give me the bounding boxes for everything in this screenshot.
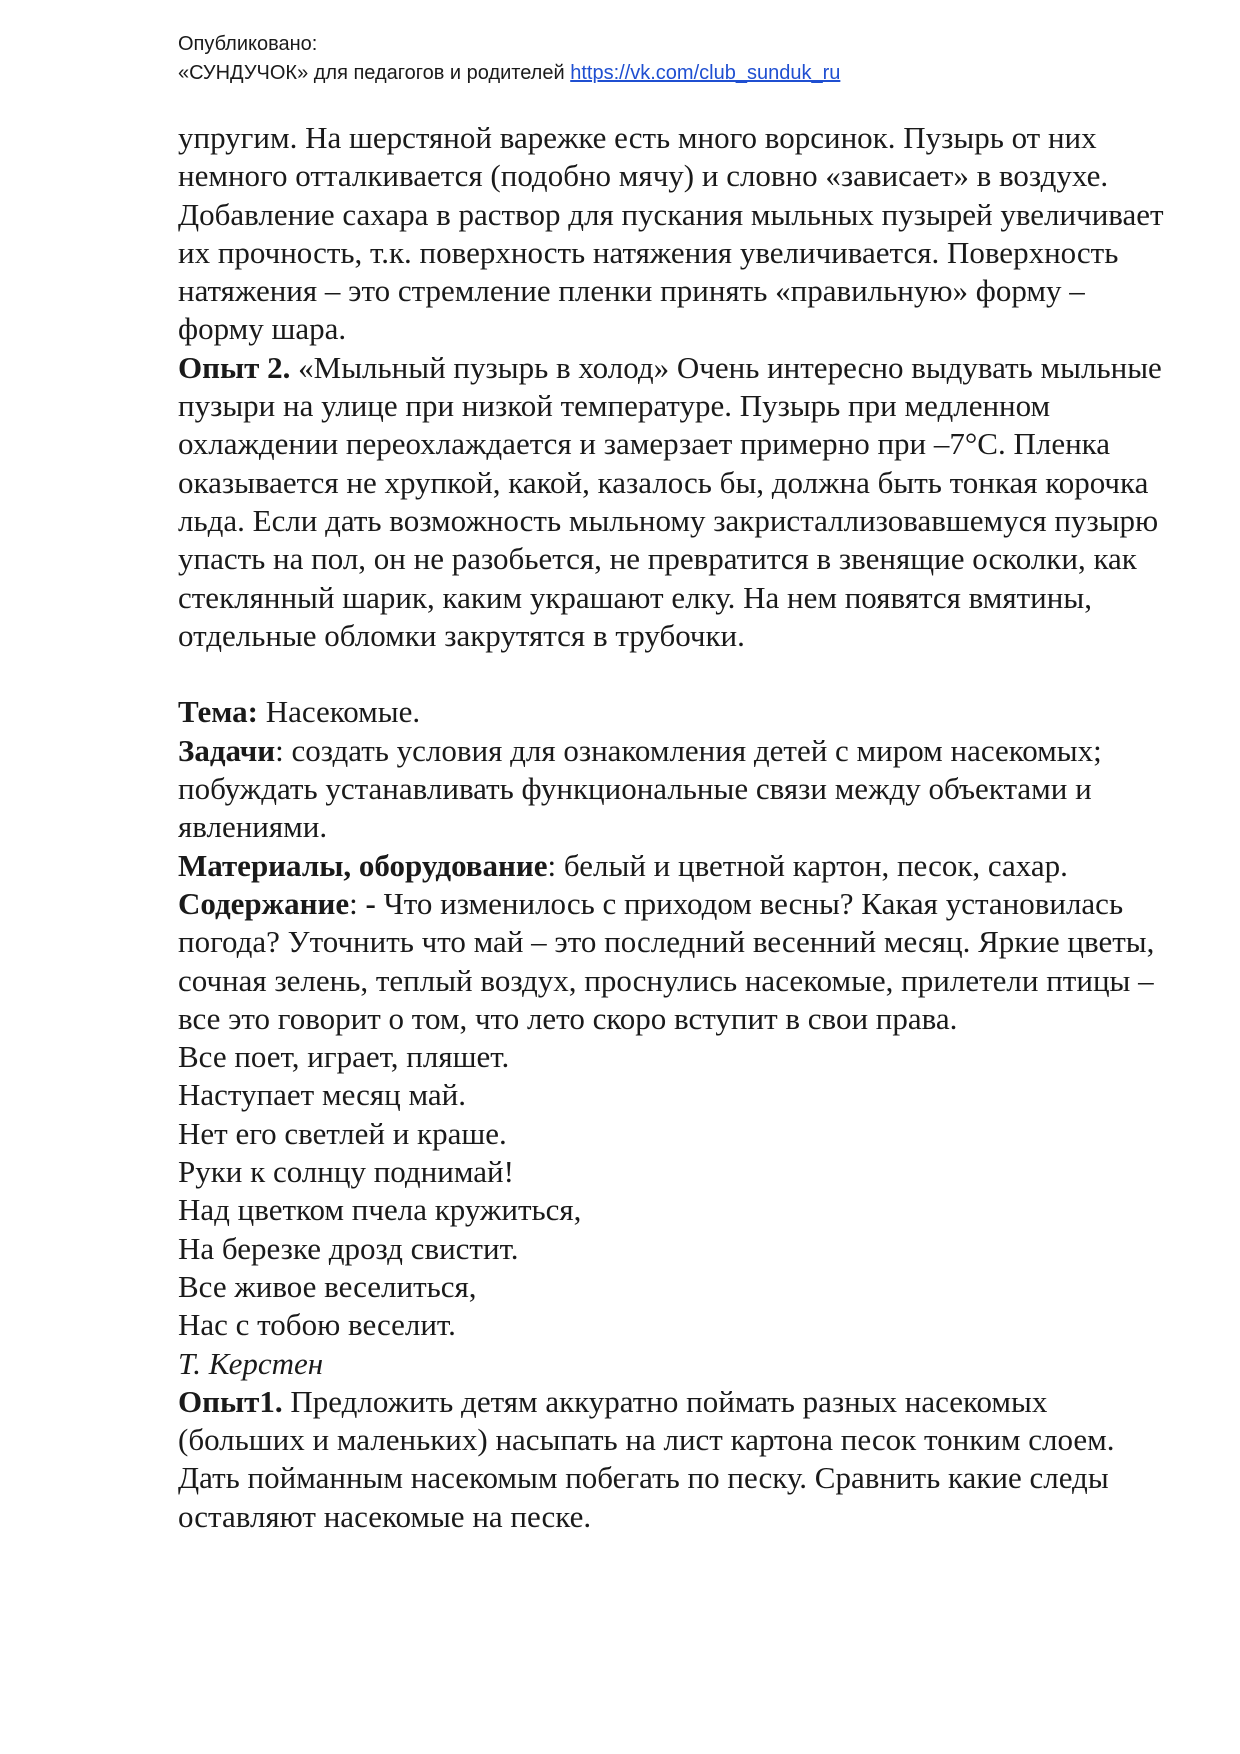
poem-line: Наступает месяц май. [178,1077,466,1113]
tasks-text: : создать условия для ознакомления детей с миром насекомых; побуждать устанавливать функциональные связи между объектами и явлениями. [178,732,1102,845]
materials-paragraph [178,847,1178,885]
poem-line: Все поет, играет, пляшет. [178,1039,510,1075]
publisher-line [178,59,1178,88]
tasks-paragraph [178,732,1178,847]
topic-label: Тема: [178,694,258,730]
tasks-label: Задачи [178,732,276,768]
experiment-1-paragraph [178,1383,1178,1536]
publisher-link[interactable]: https://vk.com/club_sunduk_ru [570,62,841,84]
experiment-1-label: Опыт1. [178,1383,283,1419]
poem-line: Нет его светлей и краше. [178,1115,507,1151]
content-label: Содержание [178,885,350,921]
topic-paragraph [178,693,1178,731]
poem-line: Руки к солнцу поднимай! [178,1154,514,1190]
experiment-1-text: Предложить детям аккуратно поймать разных насекомых (больших и маленьких) насыпать на лист картона песок тонким слоем. Дать пойманным насекомым побегать по песку. Сравнить какие следы оставляют насекомые на песке. [178,1383,1115,1534]
poem-line: Над цветком пчела кружиться, [178,1192,582,1228]
content-separator: : [349,885,366,921]
intro-paragraph: упругим. На шерстяной варежке есть много ворсинок. Пузырь от них немного отталкивается (подобно мячу) и словно «зависает» в воздухе. Добавление сахара в раствор для пускания мыльных пузырей увеличивает их прочность, т.к. поверхность натяжения увеличивается. Поверхность натяжения – это стремление пленки принять «правильную» форму – форму шара. [178,120,1164,347]
content-dash: - [365,885,376,921]
poem-line: На березке дрозд свистит. [178,1230,519,1266]
experiment-2-text: «Мыльный пузырь в холод» Очень интересно выдувать мыльные пузыри на улице при низкой температуре. Пузырь при медленном охлаждении переохлаждается и замерзает примерно при –7°С. Пленка оказывается не хрупкой, какой, казалось бы, должна быть тонкая корочка льда. Если дать возможность мыльному закристаллизовавшемуся пузырю упасть на пол, он не разобьется, не превратится в звенящие осколки, как стеклянный шарик, каким украшают елку. На нем появятся вмятины, отдельные обломки закрутятся в трубочки. [178,349,1162,653]
publisher-name: «СУНДУЧОК» для педагогов и родителей [178,62,571,84]
published-label: Опубликовано: [178,33,318,55]
materials-text: : белый и цветной картон, песок, сахар. [547,847,1068,883]
publication-header [178,30,1178,88]
materials-label: Материалы, оборудование [178,847,548,883]
document-body [178,119,1178,1536]
poem-line: Нас с тобою веселит. [178,1307,456,1343]
topic-text: Насекомые. [257,694,421,730]
content-paragraph [178,885,1178,1038]
experiment-2-label: Опыт 2. [178,349,291,385]
section-gap [178,655,1178,693]
content-text: Что изменилось с приходом весны? Какая установилась погода? Уточнить что май – это последний весенний месяц. Яркие цветы, сочная зелень, теплый воздух, проснулись насекомые, прилетели птицы – все это говорит о том, что лето скоро вступит в свои права. [178,885,1155,1036]
experiment-2-paragraph [178,349,1178,655]
poem-line: Все живое веселиться, [178,1268,477,1304]
poem-author: Т. Керстен [178,1345,324,1381]
